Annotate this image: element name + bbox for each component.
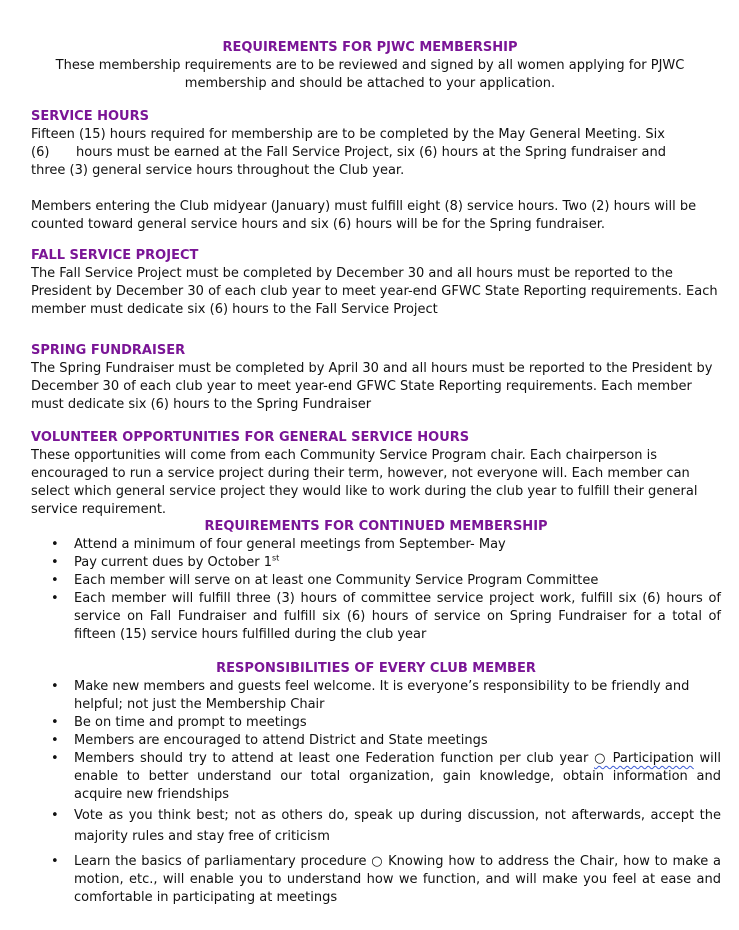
intro-line: These membership requirements are to be reviewed and signed by all women applying for PJWC bbox=[55, 58, 685, 73]
paragraph-line: member must dedicate six (6) hours to the Fall Service Project bbox=[31, 302, 438, 317]
paragraph-line: The Fall Service Project must be completed by December 30 and all hours must be reported to the bbox=[31, 266, 673, 281]
intro-line: membership and should be attached to your application. bbox=[184, 76, 556, 91]
paragraph-line: Members entering the Club midyear (January) must fulfill eight (8) service hours. Two (2) hours will be bbox=[31, 199, 697, 214]
volunteer-section bbox=[31, 429, 721, 519]
paragraph-line: December 30 of each club year to meet year-end GFWC State Reporting requirements. Each member bbox=[31, 379, 692, 394]
list-item: • Be on time and prompt to meetings bbox=[31, 714, 721, 732]
list-item-text: Members should try to attend at least one Federation function per club year bbox=[74, 751, 589, 766]
list-item: • Each member will serve on at least one Community Service Program Committee bbox=[31, 572, 721, 590]
paragraph-line: Fifteen (15) hours required for membership are to be completed by the May General Meeting. Six bbox=[31, 127, 665, 142]
list-item: • Learn the basics of parliamentary procedure ○ Knowing how to address the Chair, how to make a motion, etc., will enable you to understand how we function, and will make you feel at ease and comfortable in participating at meetings bbox=[31, 853, 721, 907]
section-heading: SPRING FUNDRAISER bbox=[31, 343, 186, 358]
section-heading: REQUIREMENTS FOR CONTINUED MEMBERSHIP bbox=[204, 519, 548, 534]
superscript: st bbox=[271, 553, 280, 563]
paragraph-line: select which general service project they would like to work during the club year to fulfill their general bbox=[31, 484, 698, 499]
section-heading: VOLUNTEER OPPORTUNITIES FOR GENERAL SERVICE HOURS bbox=[31, 430, 470, 445]
paragraph-line: three (3) general service hours throughout the Club year. bbox=[31, 163, 405, 178]
list-item: • Vote as you think best; not as others do, speak up during discussion, not afterwards, accept the majority rules and stay free of criticism bbox=[31, 805, 721, 847]
paragraph-line bbox=[31, 144, 721, 162]
list-item: • Members are encouraged to attend District and State meetings bbox=[31, 732, 721, 750]
paragraph-line: must dedicate six (6) hours to the Spring Fundraiser bbox=[31, 397, 372, 412]
list-item: • Attend a minimum of four general meetings from September- May bbox=[31, 536, 721, 554]
paragraph-fragment: hours must be earned at the Fall Service Project, six (6) hours at the Spring fundraiser and bbox=[76, 145, 666, 160]
list-item-text: Pay current dues by October 1 bbox=[74, 555, 272, 570]
fall-service-section bbox=[31, 247, 721, 319]
spring-fundraiser-section bbox=[31, 342, 721, 414]
paragraph-line: counted toward general service hours and six (6) hours will be for the Spring fundraiser. bbox=[31, 217, 605, 232]
section-heading: RESPONSIBILITIES OF EVERY CLUB MEMBER bbox=[216, 661, 536, 676]
list-item: • Make new members and guests feel welcome. It is everyone’s responsibility to be friendly and helpful; not just the Membership Chair bbox=[31, 678, 721, 714]
list-item: • Each member will fulfill three (3) hours of committee service project work, fulfill six (6) hours of service on Fall Fundraiser and fulfill six (6) hours of service on Spring Fundraiser for a total of fifteen (15) service hours fulfilled during the club year bbox=[31, 590, 721, 644]
responsibilities-list bbox=[31, 678, 721, 907]
paragraph-line: The Spring Fundraiser must be completed by April 30 and all hours must be reported to the President by bbox=[31, 361, 713, 376]
requirements-list bbox=[31, 536, 721, 644]
paragraph-line: service requirement. bbox=[31, 502, 167, 517]
paragraph-line: These opportunities will come from each Community Service Program chair. Each chairperson is bbox=[31, 448, 657, 463]
section-heading: FALL SERVICE PROJECT bbox=[31, 248, 199, 263]
list-item-text: will enable to better understand our total organization, gain knowledge, obtain information and acquire new friendships bbox=[74, 751, 721, 802]
paragraph-fragment: (6) bbox=[31, 145, 50, 160]
document-header bbox=[20, 39, 720, 93]
service-hours-section bbox=[31, 108, 721, 234]
paragraph-line: encouraged to run a service project during their term, however, not everyone will. Each member can bbox=[31, 466, 690, 481]
section-heading: SERVICE HOURS bbox=[31, 109, 149, 124]
page-title: REQUIREMENTS FOR PJWC MEMBERSHIP bbox=[222, 40, 518, 55]
list-item bbox=[31, 554, 721, 572]
responsibilities-section bbox=[31, 660, 721, 907]
list-item bbox=[31, 750, 721, 804]
spellcheck-word: ○ Participation bbox=[594, 751, 694, 766]
continued-membership-section bbox=[31, 518, 721, 644]
paragraph-line: President by December 30 of each club year to meet year-end GFWC State Reporting requirements. Each bbox=[31, 284, 718, 299]
